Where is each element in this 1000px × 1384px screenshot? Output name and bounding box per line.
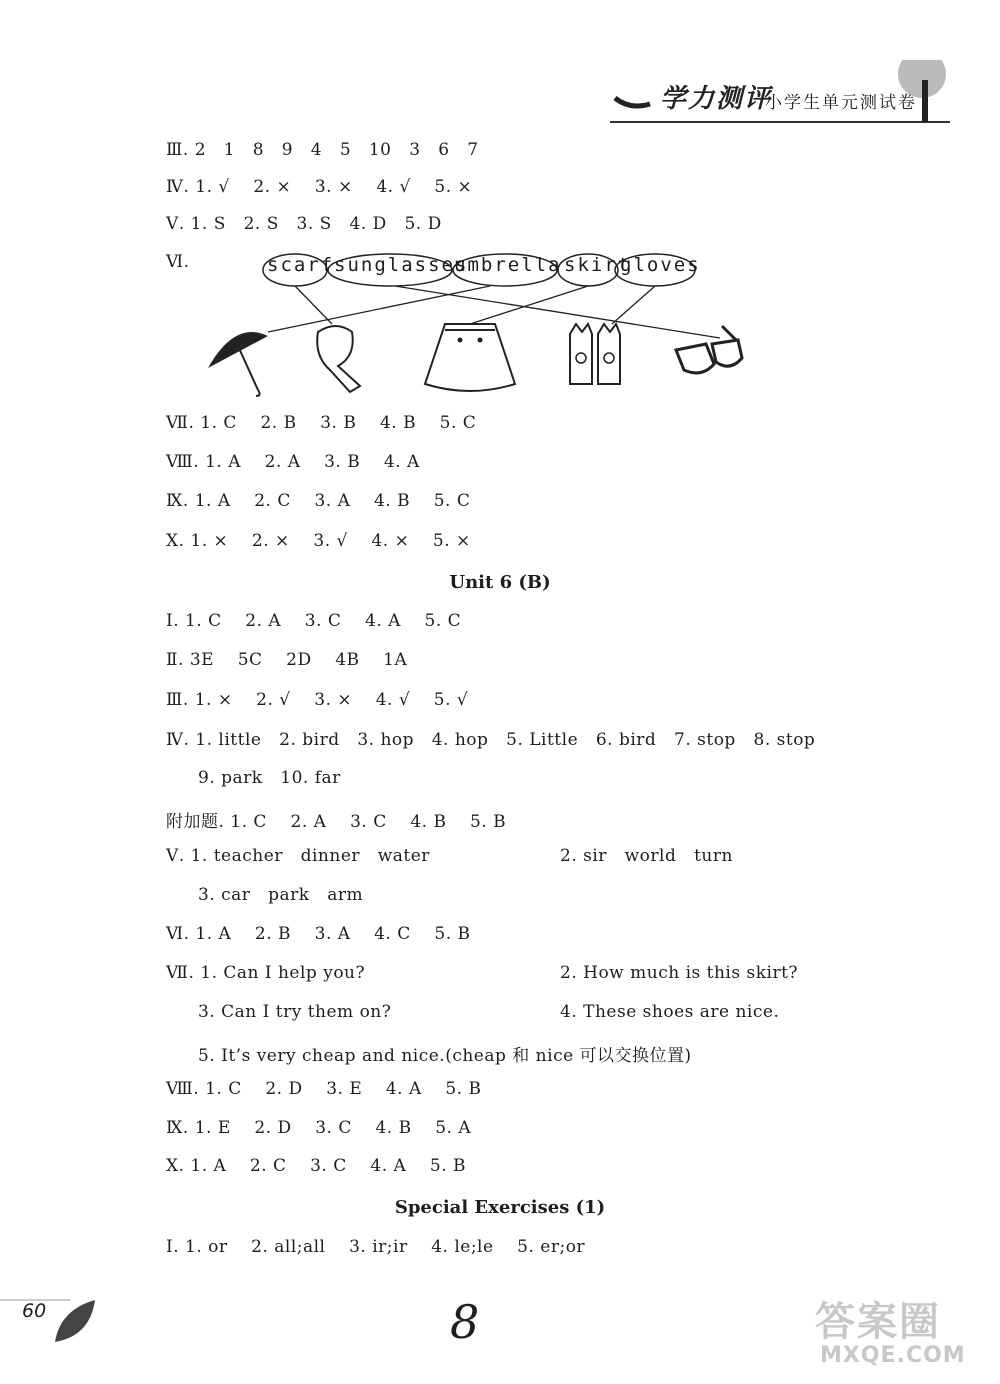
- brand-title: 学力测评: [660, 84, 773, 114]
- answer-line: Ⅴ. 1. teacher dinner water: [166, 846, 430, 866]
- answer-line: Ⅰ. 1. or 2. all;all 3. ir;ir 4. le;le 5. er;or: [166, 1237, 586, 1257]
- answer-line: Ⅹ. 1. × 2. × 3. √ 4. × 5. ×: [166, 531, 471, 551]
- umbrella-icon: [208, 332, 268, 396]
- answer-line: Ⅱ. 3E 5C 2D 4B 1A: [166, 650, 408, 670]
- answer-line: Ⅲ. 2 1 8 9 4 5 10 3 6 7: [166, 140, 479, 160]
- word-umbrella: umbrella: [454, 254, 562, 276]
- answer-line: Ⅳ. 1. little 2. bird 3. hop 4. hop 5. Little 6. bird 7. stop 8. stop: [166, 730, 816, 750]
- answer-line: 2. sir world turn: [560, 846, 733, 866]
- answer-line: Ⅵ. 1. A 2. B 3. A 4. C 5. B: [166, 924, 471, 944]
- page-number: 60: [22, 1300, 47, 1322]
- answer-line: Ⅸ. 1. A 2. C 3. A 4. B 5. C: [166, 491, 471, 511]
- brand-subtitle: 小学生单元测试卷: [765, 93, 917, 113]
- gloves-icon: [570, 324, 620, 384]
- answer-line: Ⅳ. 1. √ 2. × 3. × 4. √ 5. ×: [166, 177, 473, 197]
- answer-line: Ⅶ. 1. Can I help you?: [166, 963, 366, 983]
- word-skirt: skirt: [564, 254, 632, 276]
- answer-line: 4. These shoes are nice.: [560, 1002, 780, 1022]
- answer-line: Ⅲ. 1. × 2. √ 3. × 4. √ 5. √: [166, 690, 469, 710]
- answer-line: Ⅷ. 1. A 2. A 3. B 4. A: [166, 452, 420, 472]
- answer-line: Ⅴ. 1. S 2. S 3. S 4. D 5. D: [166, 214, 442, 234]
- answer-line: Ⅷ. 1. C 2. D 3. E 4. A 5. B: [166, 1079, 482, 1099]
- watermark-logo: 答案圈: [815, 1299, 941, 1345]
- header-brand: [610, 60, 990, 130]
- watermark-url: MXQE.COM: [820, 1343, 966, 1368]
- answer-line: 2. How much is this skirt?: [560, 963, 799, 983]
- word-gloves: gloves: [620, 254, 701, 276]
- answer-line: 5. It’s very cheap and nice.(cheap 和 nice 可以交换位置): [198, 1046, 692, 1066]
- answer-line: Ⅶ. 1. C 2. B 3. B 4. B 5. C: [166, 413, 477, 433]
- word-sunglasses: sunglasses: [334, 254, 469, 276]
- handwritten-number: 8: [450, 1295, 480, 1349]
- word-scarf: scarf: [267, 254, 335, 276]
- leaf-decoration-icon: [0, 1280, 100, 1350]
- scarf-icon: [317, 326, 360, 392]
- section-title-special: Special Exercises (1): [394, 1197, 606, 1218]
- skirt-icon: [425, 324, 515, 391]
- answer-line: Ⅹ. 1. A 2. C 3. C 4. A 5. B: [166, 1156, 467, 1176]
- answer-line: Ⅰ. 1. C 2. A 3. C 4. A 5. C: [166, 611, 462, 631]
- answer-line: Ⅸ. 1. E 2. D 3. C 4. B 5. A: [166, 1118, 472, 1138]
- answer-line: 3. Can I try them on?: [198, 1002, 392, 1022]
- section-title-unit6b: Unit 6 (B): [449, 572, 551, 593]
- answer-line: 3. car park arm: [198, 885, 364, 905]
- answer-line: Ⅵ.: [166, 252, 190, 272]
- answer-line: 9. park 10. far: [198, 768, 341, 788]
- answer-line: 附加题. 1. C 2. A 3. C 4. B 5. B: [166, 812, 507, 832]
